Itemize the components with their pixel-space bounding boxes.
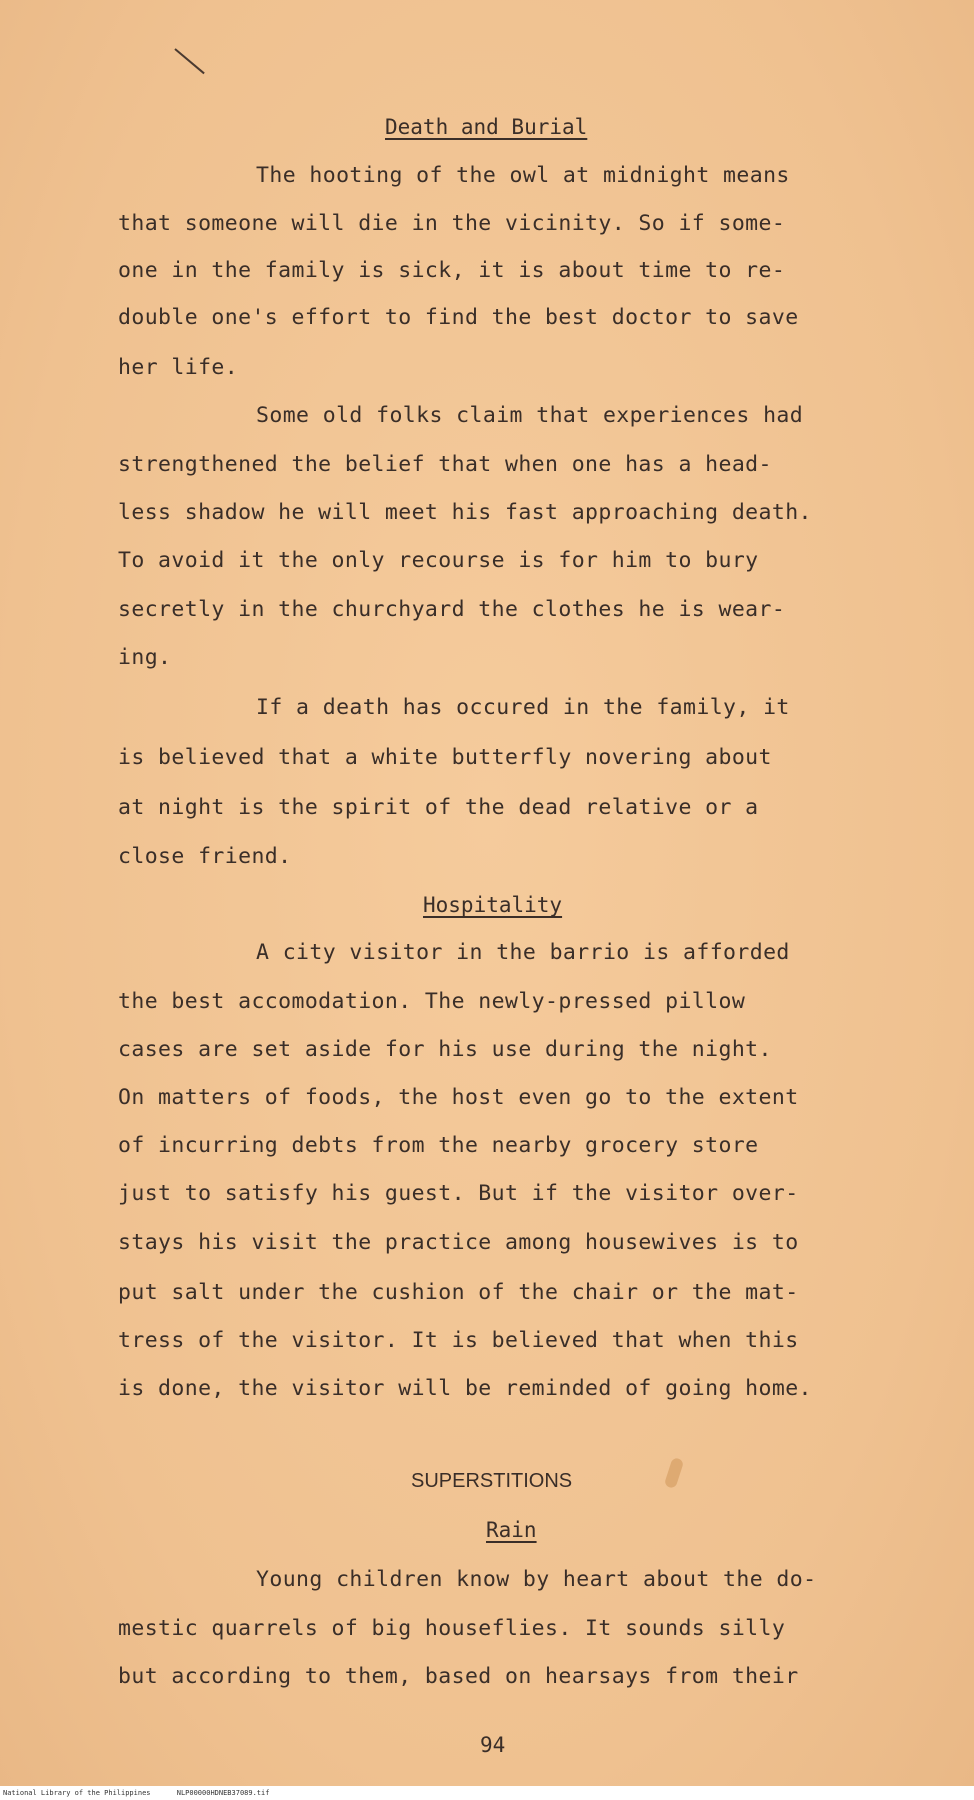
pen-mark (174, 48, 204, 74)
scan-footer (0, 1786, 974, 1800)
text-line: her life. (118, 355, 239, 380)
text-line: ing. (118, 645, 172, 670)
text-line: mestic quarrels of big houseflies. It sounds silly (118, 1616, 786, 1641)
heading-hospitality: Hospitality (423, 893, 563, 917)
text-line: A city visitor in the barrio is afforded (256, 940, 790, 965)
heading-death-and-burial: Death and Burial (385, 115, 588, 139)
text-line: of incurring debts from the nearby grocery store (118, 1133, 759, 1158)
heading-superstitions: SUPERSTITIONS (411, 1470, 573, 1492)
heading-rain: Rain (486, 1518, 537, 1542)
paper-stain (664, 1457, 685, 1489)
text-line: tress of the visitor. It is believed that when this (118, 1328, 799, 1353)
text-line: The hooting of the owl at midnight means (256, 163, 790, 188)
text-line: On matters of foods, the host even go to the extent (118, 1085, 799, 1110)
text-line: but according to them, based on hearsays from their (118, 1664, 799, 1689)
text-line: If a death has occured in the family, it (256, 695, 790, 720)
text-line: strengthened the belief that when one has a head- (118, 452, 772, 477)
text-line: Young children know by heart about the do- (256, 1567, 817, 1592)
text-line: at night is the spirit of the dead relative or a (118, 795, 759, 820)
text-line: stays his visit the practice among housewives is to (118, 1230, 799, 1255)
text-line: secretly in the churchyard the clothes he is wear- (118, 597, 786, 622)
text-line: is believed that a white butterfly novering about (118, 745, 772, 770)
text-line: put salt under the cushion of the chair or the mat- (118, 1280, 799, 1305)
footer-filename: NLP00000HDNEB37089.tif (176, 1789, 270, 1797)
text-line: less shadow he will meet his fast approaching death. (118, 500, 812, 525)
text-line: To avoid it the only recourse is for him to bury (118, 548, 759, 573)
text-line: one in the family is sick, it is about time to re- (118, 258, 786, 283)
text-line: close friend. (118, 844, 292, 869)
page-number: 94 (480, 1733, 506, 1757)
text-line: just to satisfy his guest. But if the visitor over- (118, 1181, 799, 1206)
text-line: cases are set aside for his use during the night. (118, 1037, 772, 1062)
text-line: the best accomodation. The newly-pressed pillow (118, 989, 746, 1014)
text-line: is done, the visitor will be reminded of going home. (118, 1376, 812, 1401)
footer-library: National Library of the Philippines (3, 1789, 151, 1797)
text-line: Some old folks claim that experiences had (256, 403, 804, 428)
text-line: that someone will die in the vicinity. So if some- (118, 211, 786, 236)
text-line: double one's effort to find the best doctor to save (118, 305, 799, 330)
